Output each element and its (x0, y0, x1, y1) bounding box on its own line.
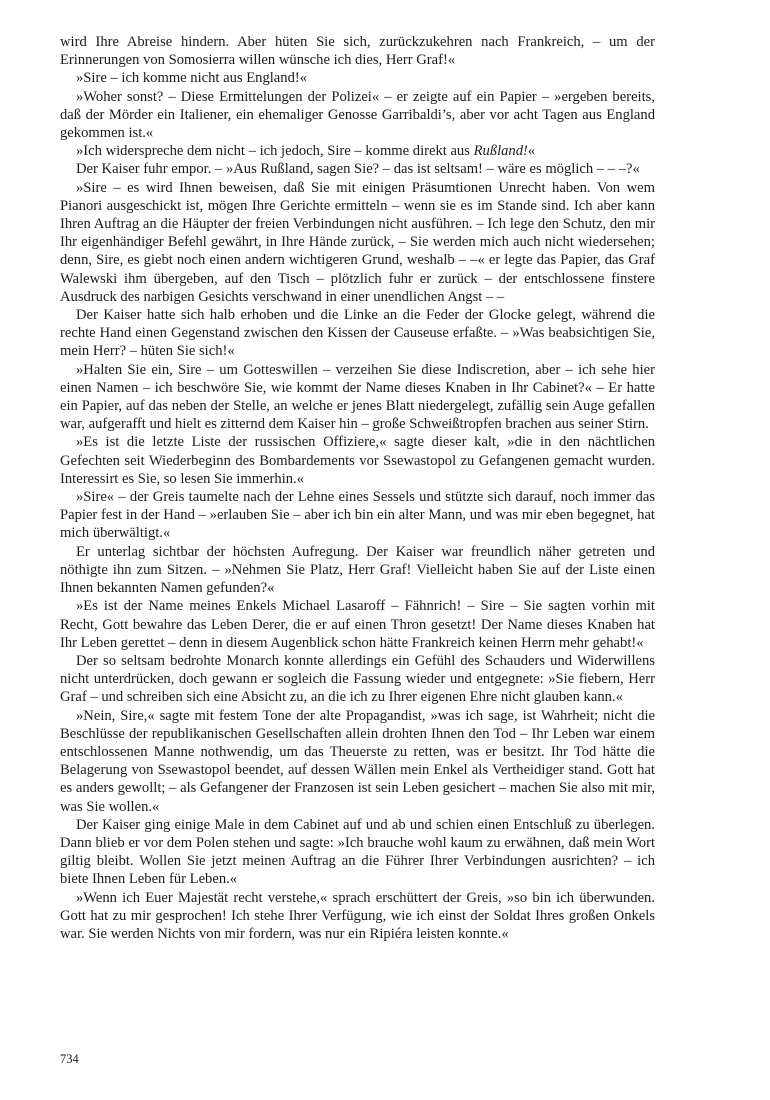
page-number: 734 (60, 1052, 79, 1066)
paragraph: »Woher sonst? – Diese Ermittelungen der Polizei« – er zeigte auf ein Papier – »ergeben bereits, daß der Mörder ein Italiener, ein ehemaliger Genosse Garribaldi’s, aber vor acht Tagen aus England gekommen ist.« (60, 88, 655, 142)
paragraph (60, 142, 655, 160)
paragraph: Der so seltsam bedrohte Monarch konnte allerdings ein Gefühl des Schauders und Widerwillens nicht unterdrücken, doch gewann er sogleich die Fassung wieder und entgegnete: »Sie fiebern, Herr Graf – und schreiben sich eine Absicht zu, an die ich zu Ihrer eigenen Ehre nicht glauben kann.« (60, 652, 655, 706)
paragraph: »Nein, Sire,« sagte mit festem Tone der alte Propagandist, »was ich sage, ist Wahrheit; nicht die Beschlüsse der republikanischen Gesellschaften allein drohten Ihnen den Tod – Ihr Leben war einem entschlossenen Manne nothwendig, um das Theuerste zu retten, was er besitzt. Ihr Tod hätte die Belagerung von Ssewastopol beendet, auf dessen Wällen mein Enkel als Vertheidiger stand. Gott hat es anders gewollt; – als Gefangener der Franzosen ist sein Leben gesichert – machen Sie also mit mir, was Sie wollen.« (60, 707, 655, 815)
paragraph: wird Ihre Abreise hindern. Aber hüten Sie sich, zurückzukehren nach Frankreich, – um der Erinnerungen von Somosierra willen wünsche ich dies, Herr Graf!« (60, 34, 655, 69)
body-text (60, 33, 655, 943)
paragraph: »Sire – es wird Ihnen beweisen, daß Sie mit einigen Präsumtionen Unrecht haben. Von wem Pianori ausgeschickt ist, mögen Ihre Gerichte ermitteln – wenn sie es im Stande sind. Ich aber kann Ihren Auftrag an die Häupter der freien Verbindungen nicht ausführen. – Ich lege den Schutz, den mir Ihr eigenhändiger Befehl gewährt, in Ihre Hände zurück, – Sie werden mich auch nicht wiedersehen; denn, Sire, es giebt noch einen andern wichtigeren Grund, weshalb – –« er legte das Papier, das Graf Walewski ihm übergeben, auf den Tisch – plötzlich fuhr er zurück – der entschlossene finstere Ausdruck des narbigen Gesichts verschwand in einer unendlichen Angst – – (60, 179, 655, 305)
paragraph: »Halten Sie ein, Sire – um Gotteswillen – verzeihen Sie diese Indiscretion, aber – ich sehe hier einen Namen – ich beschwöre Sie, wie kommt der Name dieses Knaben in Ihr Cabinet?« – Er hatte ein Papier, auf das neben der Stelle, an welche er jenes Blatt niedergelegt, zufällig sein Auge gefallen war, aufgerafft und hielt es zitternd dem Kaiser hin – große Schweißtropfen brachen aus seiner Stirn. (60, 361, 655, 433)
paragraph: Der Kaiser hatte sich halb erhoben und die Linke an die Feder der Glocke gelegt, während die rechte Hand einen Gegenstand zwischen den Kissen der Causeuse erfaßte. – »Was beabsichtigen Sie, mein Herr? – hüten Sie sich!« (60, 307, 655, 360)
emphasis: Rußland! (473, 143, 528, 160)
paragraph: Der Kaiser ging einige Male in dem Cabinet auf und ab und schien einen Entschluß zu überlegen. Dann blieb er vor dem Polen stehen und sagte: »Ich brauche wohl kaum zu erwähnen, daß mein Wort giltig bleibt. Wollen Sie jetzt meinen Auftrag an die Führer Ihrer Verbindungen ausrichten? – ich biete Ihnen Leben für Leben.« (60, 816, 655, 888)
paragraph: »Sire – ich komme nicht aus England!« (76, 70, 308, 87)
paragraph: »Sire« – der Greis taumelte nach der Lehne eines Sessels und stützte sich darauf, noch immer das Papier fest in der Hand – »erlauben Sie – aber ich bin ein alter Mann, und was mir eben begegnet, hat mich überwältigt.« (60, 489, 655, 542)
paragraph: »Es ist der Name meines Enkels Michael Lasaroff – Fähnrich! – Sire – Sie sagten vorhin mit Recht, Gott bewahre das Leben Derer, die er auf einen Thron gesetzt! Der Name dieses Knaben hat Ihr Leben gerettet – denn in diesem Augenblick schon hätte Frankreich keinen Herrn mehr gehabt!« (60, 598, 655, 651)
closing-quote: « (527, 143, 536, 160)
paragraph-text: »Ich widerspreche dem nicht – ich jedoch, Sire – komme direkt aus (76, 143, 474, 160)
paragraph: »Es ist die letzte Liste der russischen Offiziere,« sagte dieser kalt, »die in den nächtlichen Gefechten seit Wiederbeginn des Bombardements vor Ssewastopol zu Gefangenen gemacht wurden. Interessirt es Sie, so lesen Sie immerhin.« (60, 434, 655, 487)
paragraph: Der Kaiser fuhr empor. – »Aus Rußland, sagen Sie? – das ist seltsam! – wäre es möglich – – –?« (76, 161, 640, 178)
paragraph: »Wenn ich Euer Majestät recht verstehe,« sprach erschüttert der Greis, »so bin ich überwunden. Gott hat zu mir gesprochen! Ich stehe Ihrer Verfügung, wie ich einst der Soldat Ihres großen Onkels war. Sie werden Nichts von mir fordern, was nur ein Ripiéra leisten konnte.« (60, 889, 655, 942)
paragraph: Er unterlag sichtbar der höchsten Aufregung. Der Kaiser war freundlich näher getreten und nöthigte ihn zum Sitzen. – »Nehmen Sie Platz, Herr Graf! Vielleicht haben Sie auf der Liste einen Ihnen bekannten Namen gefunden?« (60, 543, 655, 597)
